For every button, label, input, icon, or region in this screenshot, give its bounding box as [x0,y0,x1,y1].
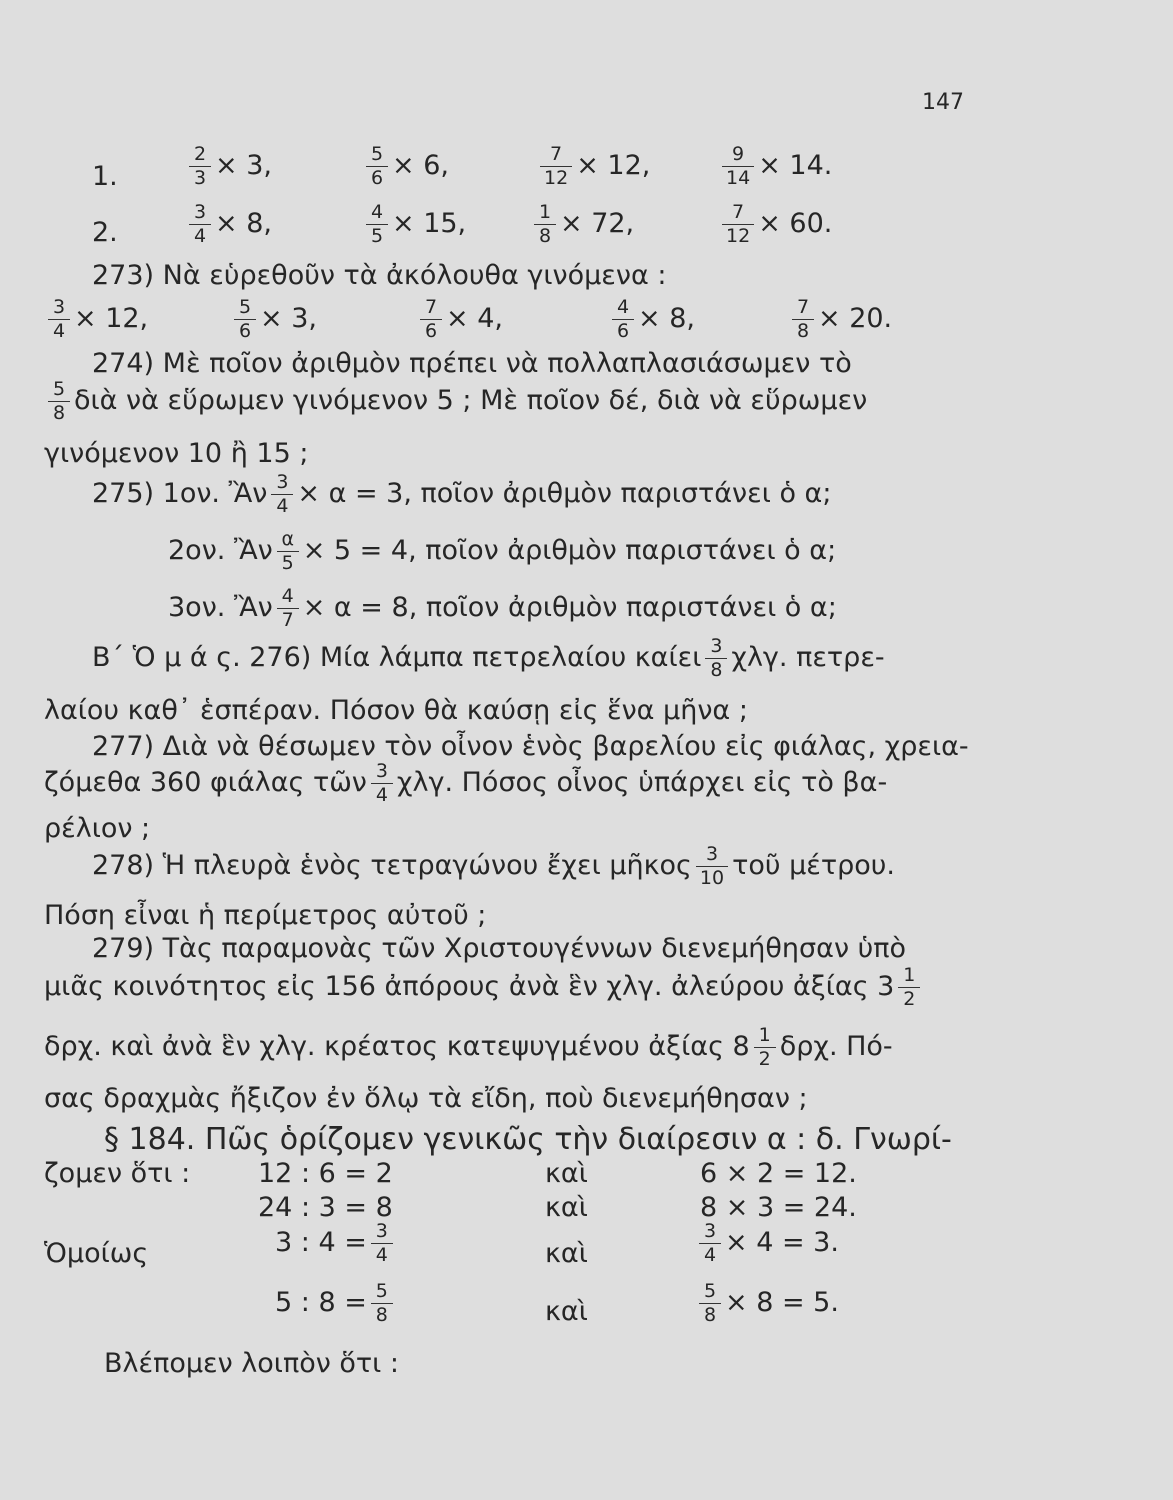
math-text: × 14. [758,150,833,181]
math-text: × 72, [560,208,635,239]
fraction: $\frac{3}{4}$ [699,1222,721,1265]
fraction: $\frac{5}{6}$ [234,298,256,341]
exercise-277-line-2 [44,762,887,805]
exercise-277-line-3: ρέλιον ; [44,813,151,844]
fraction: $\frac{4}{7}$ [277,587,299,630]
text-run: × α = 8, ποῖον ἀριθμὸν παριστάνει ὁ α; [302,592,837,623]
equation-left: 12 : 6 = 2 [258,1158,393,1189]
fraction: $\frac{7}{6}$ [420,298,442,341]
math-text: × 4, [446,303,503,334]
exercise-276-line-1 [92,637,885,680]
math-text: × 8, [638,303,695,334]
math-text: × 3, [215,150,272,181]
exercise-279-line-4: σας δραχμὰς ἤξιζον ἐν ὅλῳ τὰ εἴδη, ποὺ διενεμήθησαν ; [44,1083,808,1114]
fraction: $\frac{7}{12}$ [540,145,572,188]
exercise-278-line-1 [92,845,895,888]
item-number: 2. [92,217,118,248]
fraction: $\frac{1}{8}$ [534,203,556,246]
fraction: $\frac{1}{2}$ [754,1026,776,1069]
conjunction: καὶ [545,1158,588,1189]
math-text: × 3, [260,303,317,334]
fraction: $\frac{5}{8}$ [48,380,70,423]
text-run: ζόμεθα 360 φιάλας τῶν [44,767,367,798]
equation-right: 6 × 2 = 12. [700,1158,857,1189]
exercise-275-part-3 [168,587,837,630]
exercise-277-line-1: 277) Διὰ νὰ θέσωμεν τὸν οἶνον ἑνὸς βαρελίου εἰς φιάλας, χρεια- [92,731,969,762]
exercise-274-line-3: γινόμενον 10 ἢ 15 ; [44,438,309,469]
fraction: $\frac{3}{4}$ [189,203,211,246]
fraction: $\frac{4}{5}$ [366,203,388,246]
text-run: Β΄ Ὁ μ ά ς. 276) Μία λάμπα πετρελαίου καίει [92,642,702,673]
exercise-275-part-2 [168,530,836,573]
text-run: 278) Ἡ πλευρὰ ἑνὸς τετραγώνου ἔχει μῆκος [92,850,692,881]
text-run: × α = 3, ποῖον ἀριθμὸν παριστάνει ὁ α; [297,478,832,509]
section-heading-184: § 184. Πῶς ὁρίζομεν γενικῶς τὴν διαίρεσιν α : δ. Γνωρί- [104,1122,952,1157]
equation-left [275,1282,397,1325]
fraction: $\frac{3}{4}$ [48,298,70,341]
equation-right [695,1222,839,1265]
text-run: 3ον. Ἂν [168,592,273,623]
text-run: 3 : 4 = [275,1227,367,1258]
text-run: μιᾶς κοινότητος εἰς 156 ἀπόρους ἀνὰ ἓν χλγ. ἀλεύρου ἀξίας 3 [44,971,895,1002]
fraction: $\frac{3}{10}$ [696,845,728,888]
fraction: $\frac{3}{4}$ [271,473,293,516]
equation-left [275,1222,397,1265]
text-run: 275) 1ον. Ἂν [92,478,268,509]
fraction: $\frac{9}{14}$ [722,145,754,188]
item-number: 1. [92,161,118,192]
math-text: × 12, [74,303,149,334]
math-text: × 8, [215,208,272,239]
text-run: τοῦ μέτρου. [732,850,895,881]
lead-text: ζομεν ὅτι : [44,1158,191,1189]
fraction: $\frac{3}{8}$ [705,637,727,680]
equation-right [695,1282,839,1325]
conjunction: καὶ [545,1238,588,1269]
fraction: $\frac{\alpha}{5}$ [277,530,299,573]
equation-left: 24 : 3 = 8 [258,1192,393,1223]
text-run: × 4 = 3. [725,1227,839,1258]
text-run: δρχ. καὶ ἀνὰ ἓν χλγ. κρέατος κατεψυγμένου ἀξίας 8 [44,1031,750,1062]
math-text: × 60. [758,208,833,239]
exercise-274-line-2 [44,380,867,423]
exercise-279-line-1: 279) Τὰς παραμονὰς τῶν Χριστουγέννων διενεμήθησαν ὑπὸ [92,933,907,964]
closing-line: Βλέπομεν λοιπὸν ὅτι : [104,1348,399,1379]
text-run: δρχ. Πό- [779,1031,893,1062]
text-run: χλγ. Πόσος οἶνος ὑπάρχει εἰς τὸ βα- [396,767,888,798]
math-text: × 12, [576,150,651,181]
conjunction: καὶ [545,1192,588,1223]
exercise-273: 273) Νὰ εὑρεθοῦν τὰ ἀκόλουθα γινόμενα : [92,260,667,291]
lead-text: Ὁμοίως [44,1238,149,1269]
fraction: $\frac{3}{4}$ [371,1222,393,1265]
fraction: $\frac{4}{6}$ [612,298,634,341]
exercise-279-line-3 [44,1026,893,1069]
text-run: × 8 = 5. [725,1287,839,1318]
math-text: × 20. [818,303,893,334]
exercise-278-line-2: Πόση εἶναι ἡ περίμετρος αὐτοῦ ; [44,900,487,931]
exercise-279-line-2 [44,966,924,1009]
fraction: $\frac{2}{3}$ [189,145,211,188]
math-text: × 15, [392,208,467,239]
text-run: 2ον. Ἂν [168,535,273,566]
exercise-274-line-1: 274) Μὲ ποῖον ἀριθμὸν πρέπει νὰ πολλαπλασιάσωμεν τὸ [92,348,852,379]
fraction: $\frac{7}{8}$ [792,298,814,341]
fraction: $\frac{3}{4}$ [371,762,393,805]
fraction: $\frac{5}{8}$ [699,1282,721,1325]
conjunction: καὶ [545,1296,588,1327]
fraction: $\frac{5}{6}$ [366,145,388,188]
text-run: διὰ νὰ εὕρωμεν γινόμενον 5 ; Μὲ ποῖον δέ, διὰ νὰ εὕρωμεν [74,385,868,416]
text-run: 5 : 8 = [275,1287,367,1318]
fraction: $\frac{7}{12}$ [722,203,754,246]
exercise-276-line-2: λαίου καθ᾽ ἑσπέραν. Πόσον θὰ καύσῃ εἰς ἕνα μῆνα ; [44,695,748,726]
exercise-275-part-1 [92,473,831,516]
text-run: χλγ. πετρε- [731,642,885,673]
page-number: 147 [922,90,964,115]
equation-right: 8 × 3 = 24. [700,1192,857,1223]
fraction: $\frac{5}{8}$ [371,1282,393,1325]
math-text: × 6, [392,150,449,181]
fraction: $\frac{1}{2}$ [898,966,920,1009]
text-run: × 5 = 4, ποῖον ἀριθμὸν παριστάνει ὁ α; [302,535,837,566]
